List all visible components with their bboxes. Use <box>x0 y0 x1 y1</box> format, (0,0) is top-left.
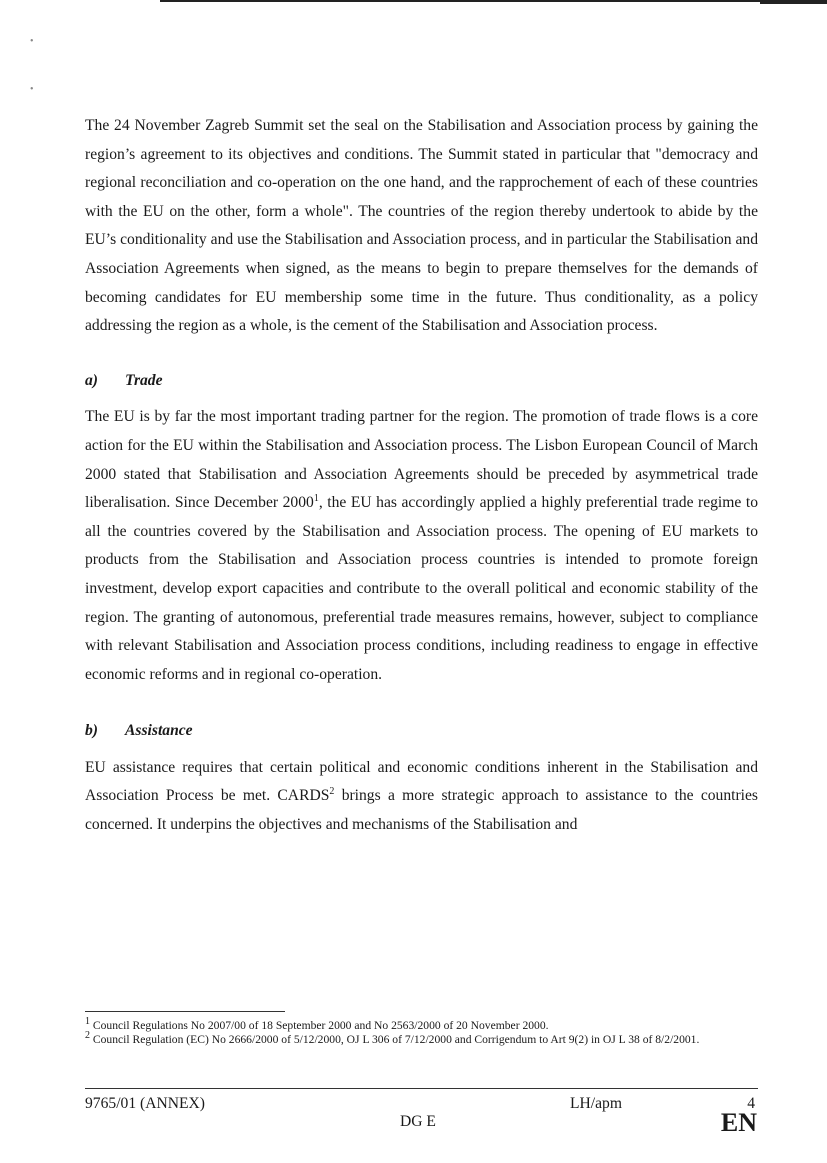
footnote-separator <box>85 1011 285 1012</box>
footer-doc-ref: 9765/01 (ANNEX) <box>85 1095 205 1112</box>
scan-dot: • <box>30 84 34 95</box>
page-body <box>85 112 758 840</box>
top-rule <box>160 0 827 2</box>
section-b-paragraph <box>85 754 758 840</box>
section-a-number: a) <box>85 371 98 389</box>
footnote-1-text: Council Regulations No 2007/00 of 18 September 2000 and No 2563/2000 of 20 November 2000. <box>92 1019 549 1032</box>
top-rule-thick <box>760 0 827 4</box>
section-b-text-1: EU assistance requires that certain political and economic conditions inherent in the Stabilisation and Association Process be met. CARDS <box>85 758 758 805</box>
page-number: 4 <box>747 1095 755 1112</box>
scan-dot: • <box>30 36 34 47</box>
section-a-text-1: The EU is by far the most important trading partner for the region. The promotion of trade flows is a core action for the EU within the Stabilisation and Association process. The Lisbon European Council of March 2000 stated that Stabilisation and Association Agreements should be preceded by asymmetrical trade liberalisation. Since December 2000 <box>85 408 758 512</box>
footnote-1 <box>85 1016 758 1033</box>
language-code: EN <box>720 1108 757 1137</box>
footer-dg: DG E <box>400 1113 436 1130</box>
footnote-2-text: Council Regulation (EC) No 2666/2000 of 5/12/2000, OJ L 306 of 7/12/2000 and Corrigendum to Art 9(2) in OJ L 38 of 8/2/2001. <box>92 1033 700 1046</box>
section-b-title: Assistance <box>125 722 193 740</box>
footnote-ref-1[interactable]: 1 <box>313 492 319 504</box>
footnote-ref-2[interactable]: 2 <box>329 786 335 798</box>
section-a-title: Trade <box>125 371 163 389</box>
footnote-2-number: 2 <box>85 1030 90 1042</box>
section-a-heading <box>85 367 758 396</box>
intro-paragraph: The 24 November Zagreb Summit set the seal on the Stabilisation and Association process by gaining the region’s agreement to its objectives and conditions. The Summit stated in particular that "democracy and regional reconciliation and co-operation on the one hand, and the rapprochement of each of these countries with the EU on the other, form a whole". The countries of the region thereby undertook to abide by the EU’s conditionality and use the Stabilisation and Association process, and in particular the Stabilisation and Association Agreements when signed, as the means to begin to prepare themselves for the demands of becoming candidates for EU membership some time in the future. Thus conditionality, as a policy addressing the region as a whole, is the cement of the Stabilisation and Association process. <box>85 117 758 335</box>
footnote-1-number: 1 <box>85 1016 90 1028</box>
footnote-2 <box>85 1030 758 1047</box>
section-b-text-2: brings a more strategic approach to assistance to the countries concerned. It underpins the objectives and mechanisms of the Stabilisation and <box>85 787 758 834</box>
section-b-heading <box>85 717 758 746</box>
section-b-number: b) <box>85 722 98 740</box>
footer-initials: LH/apm <box>570 1095 622 1112</box>
footnotes <box>85 1016 758 1047</box>
footer-rule <box>85 1088 758 1089</box>
section-a-paragraph <box>85 403 758 689</box>
section-a-text-2: , the EU has accordingly applied a highly preferential trade regime to all the countries covered by the Stabilisation and Association process. The opening of EU markets to products from the Stabilisation and Association process countries is intended to promote foreign investment, develop export capacities and contribute to the overall political and economic stability of the region. The granting of autonomous, preferential trade measures remains, however, subject to compliance with relevant Stabilisation and Association process conditions, including readiness to engage in effective economic reforms and in regional co-operation. <box>85 494 758 683</box>
